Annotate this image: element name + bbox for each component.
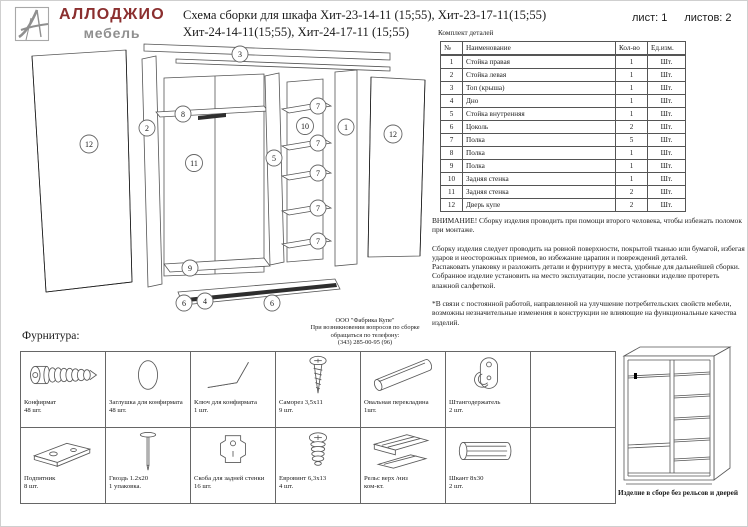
- title-line-1: Схема сборки для шкафа Хит-23-14-11 (15;55), Хит-23-17-11(15;55): [183, 8, 547, 22]
- svg-text:1: 1: [344, 123, 348, 132]
- brand-name: АЛЛОДЖИО: [59, 6, 165, 23]
- hardware-item: Конфирмат 48 шт.: [21, 352, 106, 428]
- table-row: 10 Задняя стенка 1 Шт.: [441, 173, 686, 186]
- confirmat-cap-icon: [106, 352, 190, 397]
- brand-subtitle: мебель: [83, 25, 141, 41]
- part-left-door: [32, 50, 132, 292]
- parts-table: [440, 41, 686, 212]
- assembly-notes: [432, 216, 746, 327]
- callout-7: [310, 165, 326, 181]
- part-right-stand: [335, 70, 357, 266]
- table-row: 6 Цоколь 2 Шт.: [441, 121, 686, 134]
- hardware-item: Саморез 3,5х11 9 шт.: [276, 352, 361, 428]
- callout-5: [266, 150, 282, 166]
- table-row: 12 Дверь купе 2 Шт.: [441, 199, 686, 212]
- col-num: №: [441, 42, 463, 56]
- callout-4: [197, 293, 213, 309]
- part-inner-stand: [265, 73, 284, 265]
- table-row: 3 Топ (крыша) 1 Шт.: [441, 82, 686, 95]
- svg-text:4: 4: [203, 297, 207, 306]
- assembled-wardrobe-drawing: [616, 340, 746, 486]
- callout-9: [182, 260, 198, 276]
- hardware-item: Заглушка для конфирмата 48 шт.: [106, 352, 191, 428]
- note-paragraph: Распаковать упаковку и разложить детали и фурнитуру в места, удобные для дальнейшей сборки.: [432, 262, 740, 272]
- hardware-grid: [20, 351, 616, 504]
- note-paragraph: Сборку изделия следует проводить на ровной поверхности, покрытой тканью или бумагой, избегая ударов и неосторожных приемов, во избежание царапин и повреждений деталей.: [432, 243, 745, 262]
- callout-12-right-door: [384, 125, 402, 143]
- title-line-2: Хит-24-14-11(15;55), Хит-24-17-11 (15;55): [183, 24, 410, 39]
- hardware-empty-cell: [531, 352, 616, 428]
- hardware-item: Шкант 8х30 2 шт.: [446, 428, 531, 504]
- svg-text:7: 7: [316, 169, 320, 178]
- warning-text: ВНИМАНИЕ! Сборку изделия проводить при помощи второго человека, чтобы избежать поломок при монтаже.: [432, 216, 742, 235]
- factory-note: При возникновении вопросов по сборке: [310, 324, 420, 332]
- hardware-item: Ключ для конфирмата 1 шт.: [191, 352, 276, 428]
- confirmat-screw-icon: [21, 352, 105, 397]
- assembled-caption: Изделие в сборе без рельсов и дверей: [617, 489, 739, 497]
- svg-text:7: 7: [316, 139, 320, 148]
- hardware-section-title: Фурнитура:: [22, 330, 80, 342]
- nail-icon: [106, 428, 190, 473]
- disclaimer-text: *В связи с постоянной работой, направленной на улучшение потребительских свойств мебели, возможны незначительные изменения в конструкции не влияющие на функциональные качества изделий.: [432, 299, 737, 327]
- callout-6: [176, 295, 192, 311]
- callout-3: [232, 46, 248, 62]
- table-row: 2 Стойка левая 1 Шт.: [441, 69, 686, 82]
- table-row: 9 Полка 1 Шт.: [441, 160, 686, 173]
- factory-phone: (343) 285-00-95 (96): [337, 339, 393, 347]
- parts-table-caption: Комплект деталей: [438, 29, 494, 37]
- svg-text:12: 12: [85, 140, 93, 149]
- hardware-item: Овальная перекладина 1шт.: [361, 352, 446, 428]
- table-row: 5 Стойка внутренняя 1 Шт.: [441, 108, 686, 121]
- table-row: 8 Полка 1 Шт.: [441, 147, 686, 160]
- hardware-empty-cell: [531, 428, 616, 504]
- callout-10: [297, 118, 314, 135]
- svg-text:6: 6: [182, 299, 186, 308]
- part-back-panel: [164, 74, 264, 276]
- svg-text:2: 2: [145, 124, 149, 133]
- table-row: 7 Полка 5 Шт.: [441, 134, 686, 147]
- sheet-info: [632, 12, 732, 24]
- self-tapping-screw-icon: [276, 352, 360, 397]
- svg-text:12: 12: [389, 130, 397, 139]
- rod-holder-icon: [446, 352, 530, 397]
- factory-contact: [283, 317, 447, 347]
- svg-text:8: 8: [181, 110, 185, 119]
- table-row: 4 Дно 1 Шт.: [441, 95, 686, 108]
- svg-text:3: 3: [238, 50, 242, 59]
- callout-8: [175, 106, 191, 122]
- callout-7: [310, 98, 326, 114]
- table-row: 11 Задняя стенка 2 Шт.: [441, 186, 686, 199]
- factory-name: ООО "Фабрика Купе": [335, 317, 395, 324]
- factory-note2: обращаться по телефону:: [330, 331, 400, 339]
- dowel-icon: [446, 428, 530, 473]
- hardware-item: Скоба для задней стенки 16 шт.: [191, 428, 276, 504]
- oval-rod-icon: [361, 352, 445, 397]
- svg-text:9: 9: [188, 264, 192, 273]
- svg-text:7: 7: [316, 102, 320, 111]
- svg-text:10: 10: [301, 122, 309, 131]
- callout-7: [310, 135, 326, 151]
- svg-text:7: 7: [316, 237, 320, 246]
- hardware-item: Штангодержатель 2 шт.: [446, 352, 531, 428]
- callout-6b: [264, 295, 280, 311]
- note-paragraph: Собранное изделие установить на место эксплуатации, после установки изделие протереть влажной салфеткой.: [432, 271, 720, 290]
- hardware-item: Гвоздь 1.2х20 1 упаковка.: [106, 428, 191, 504]
- svg-text:11: 11: [190, 159, 198, 168]
- euro-screw-icon: [276, 428, 360, 473]
- hardware-item: Рельс верх /низ ком-кт.: [361, 428, 446, 504]
- svg-text:7: 7: [316, 204, 320, 213]
- part-top-strip: [176, 59, 390, 71]
- sheet-number: лист: 1: [632, 12, 668, 24]
- table-row: 1 Стойка правая 1 Шт.: [441, 55, 686, 69]
- rod-bracket: [634, 373, 637, 379]
- back-panel-bracket-icon: [191, 428, 275, 473]
- sheets-total: листов: 2: [684, 12, 732, 24]
- col-qty: Кол-во: [616, 42, 648, 56]
- exploded-assembly-diagram: [18, 26, 438, 338]
- floor-glide-icon: [21, 428, 105, 473]
- hardware-item: Евровинт 6,3х13 4 шт.: [276, 428, 361, 504]
- svg-text:5: 5: [272, 154, 276, 163]
- col-unit: Ед.изм.: [648, 42, 686, 56]
- callout-7: [310, 200, 326, 216]
- hex-key-icon: [191, 352, 275, 397]
- col-name: Наименование: [463, 42, 616, 56]
- hardware-item: Подпятник 8 шт.: [21, 428, 106, 504]
- callout-11: [186, 155, 203, 172]
- rail-icon: [361, 428, 445, 473]
- table-header-row: [441, 42, 686, 56]
- svg-text:6: 6: [270, 299, 274, 308]
- callout-7: [310, 233, 326, 249]
- part-top-panel: [144, 44, 390, 60]
- part-right-door: [368, 77, 425, 257]
- callout-12-left-door: [80, 135, 98, 153]
- callout-1: [338, 119, 354, 135]
- callout-2: [139, 120, 155, 136]
- part-left-stand: [142, 56, 162, 287]
